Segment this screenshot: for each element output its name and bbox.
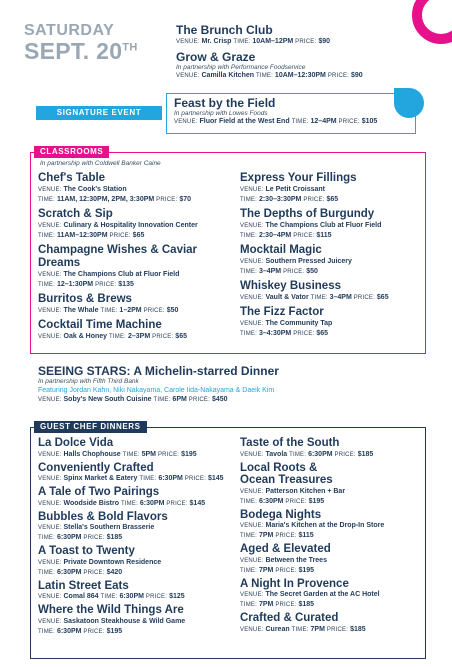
event-title: Where the Wild Things Are <box>38 604 184 616</box>
signature-event-tag: SIGNATURE EVENT <box>36 106 162 120</box>
signature-event-box <box>166 93 416 134</box>
event-chefs-table <box>38 172 238 205</box>
guest-chef-left-column <box>38 437 238 639</box>
event-meta: VENUE: The Whale TIME: 1–2PM PRICE: $50 <box>38 307 179 314</box>
top-events <box>176 23 446 84</box>
event-taste-of-south <box>240 437 426 460</box>
event-time-line: TIME: 7PM PRICE: $115 <box>240 532 314 539</box>
event-venue-line: VENUE: Stella's Southern Brasserie <box>38 524 155 531</box>
event-time-line: TIME: 2:30–3:30PM PRICE: $65 <box>240 196 339 203</box>
event-meta: VENUE: Tavola TIME: 6:30PM PRICE: $185 <box>240 450 374 458</box>
event-express-fillings <box>240 172 426 205</box>
event-cocktail-time-machine <box>38 319 238 342</box>
event-title: Grow & Graze <box>176 50 256 64</box>
event-title: Burritos & Brews <box>38 293 132 305</box>
classrooms-partner: In partnership with Coldwell Banker Caine <box>40 160 161 167</box>
event-time-line: TIME: 6:30PM PRICE: $185 <box>38 534 123 541</box>
event-title: Bodega Nights <box>240 508 322 521</box>
event-title: Chef's Table <box>38 172 106 184</box>
event-venue-line: VENUE: The Champions Club at Fluor Field <box>240 222 382 229</box>
guest-chef-right-column <box>240 437 426 637</box>
event-meta: VENUE: Fluor Field at the West End TIME: 12–4PM PRICE: $105 <box>174 118 378 125</box>
event-champagne-wishes <box>38 244 238 290</box>
event-venue-line: VENUE: Private Downtown Residence <box>38 558 162 566</box>
event-fizz-factor <box>240 306 426 339</box>
event-venue-line: VENUE: Saskatoon Steakhouse & Wild Game <box>38 617 186 625</box>
event-time-line: TIME: 3–4PM PRICE: $50 <box>240 268 318 275</box>
event-venue-line: VENUE: Patterson Kitchen + Bar <box>240 487 346 495</box>
event-partner: In partnership with Performance Foodservice <box>176 64 306 71</box>
event-meta: VENUE: Vault & Vator TIME: 3–4PM PRICE: $65 <box>240 294 389 301</box>
event-brunch-club <box>176 23 446 47</box>
event-time-line: TIME: 11AM–12:30PM PRICE: $65 <box>38 232 145 239</box>
classrooms-left-column <box>38 172 238 345</box>
event-time-line: TIME: 6:30PM PRICE: $195 <box>240 497 325 505</box>
event-tale-two-pairings <box>38 486 238 509</box>
signature-corner-icon <box>394 88 424 118</box>
event-title: Whiskey Business <box>240 280 341 292</box>
event-meta: VENUE: Mr. Crisp TIME: 10AM–12PM PRICE: $90 <box>176 38 331 45</box>
event-latin-street-eats <box>38 580 238 603</box>
event-title: Latin Street Eats <box>38 579 129 592</box>
event-venue-line: VENUE: Le Petit Croissant <box>240 186 326 193</box>
event-title: A Night In Provence <box>240 577 349 590</box>
event-local-roots <box>240 462 426 507</box>
event-bodega-nights <box>240 509 426 542</box>
event-title: The Brunch Club <box>176 23 273 37</box>
event-title: Taste of the South <box>240 437 340 449</box>
event-venue-line: VENUE: Between the Trees <box>240 556 327 564</box>
event-partner: In partnership with Lowes Foods <box>174 110 268 117</box>
event-title: Champagne Wishes & Caviar Dreams <box>38 244 198 269</box>
event-venue-line: VENUE: The Secret Garden at the AC Hotel <box>240 591 380 598</box>
event-time-line: TIME: 6:30PM PRICE: $420 <box>38 568 123 576</box>
event-title: Local Roots & Ocean Treasures <box>240 461 333 486</box>
event-time-line: TIME: 6:30PM PRICE: $195 <box>38 627 123 635</box>
guest-chef-tag: GUEST CHEF DINNERS <box>34 421 147 433</box>
event-time-line: TIME: 12–1:30PM PRICE: $135 <box>38 281 134 288</box>
day-header <box>24 22 174 65</box>
event-time-line: TIME: 7PM PRICE: $185 <box>240 601 315 608</box>
event-title: La Dolce Vida <box>38 437 114 449</box>
event-title: Conveniently Crafted <box>38 461 154 474</box>
event-mocktail-magic <box>240 244 426 277</box>
event-meta: VENUE: Halls Chophouse TIME: 5PM PRICE: $195 <box>38 450 197 458</box>
event-venue-line: VENUE: The Champions Club at Fluor Field <box>38 271 180 278</box>
event-title: The Depths of Burgundy <box>240 208 375 220</box>
event-depths-burgundy <box>240 208 426 241</box>
event-la-dolce-vida <box>38 437 238 460</box>
event-night-in-provence <box>240 578 426 611</box>
event-title: SEEING STARS: A Michelin-starred Dinner <box>38 364 279 378</box>
event-time-line: TIME: 3–4:30PM PRICE: $65 <box>240 330 329 337</box>
event-venue-line: VENUE: The Community Tap <box>240 320 333 327</box>
event-title: A Tale of Two Pairings <box>38 486 160 498</box>
event-title: Aged & Elevated <box>240 543 331 555</box>
event-meta: VENUE: Woodside Bistro TIME: 6:30PM PRICE: $145 <box>38 499 206 507</box>
event-grow-graze <box>176 50 446 81</box>
event-meta: VENUE: Comal 864 TIME: 6:30PM PRICE: $125 <box>38 593 185 600</box>
event-time-line: TIME: 7PM PRICE: $195 <box>240 566 315 574</box>
event-title: Express Your Fillings <box>240 172 357 184</box>
event-whiskey-business <box>240 280 426 303</box>
event-title: Scratch & Sip <box>38 208 113 220</box>
event-meta: VENUE: Spinx Market & Eatery TIME: 6:30PM PRICE: $145 <box>38 475 224 482</box>
event-meta: VENUE: Oak & Honey TIME: 2–3PM PRICE: $65 <box>38 333 187 340</box>
event-venue-line: VENUE: The Cook's Station <box>38 186 127 193</box>
day-date: SEPT. 20TH <box>24 38 138 64</box>
event-title: Cocktail Time Machine <box>38 319 162 331</box>
event-where-wild-things <box>38 604 238 637</box>
event-venue-line: VENUE: Culinary & Hospitality Innovation Center <box>38 222 198 229</box>
event-meta: VENUE: Camilla Kitchen TIME: 10AM–12:30PM PRICE: $90 <box>176 72 363 79</box>
event-title: Bubbles & Bold Flavors <box>38 510 168 523</box>
event-toast-to-twenty <box>38 545 238 578</box>
event-title: Crafted & Curated <box>240 612 339 624</box>
event-title: Feast by the Field <box>174 96 276 110</box>
event-aged-elevated <box>240 543 426 576</box>
event-time-line: TIME: 11AM, 12:30PM, 2PM, 3:30PM PRICE: $70 <box>38 196 192 203</box>
event-title: Mocktail Magic <box>240 244 322 256</box>
event-bubbles-bold-flavors <box>38 511 238 544</box>
event-venue-line: VENUE: Maria's Kitchen at the Drop-In Store <box>240 522 385 529</box>
classrooms-right-column <box>240 172 426 342</box>
event-scratch-sip <box>38 208 238 241</box>
event-meta: VENUE: Curean TIME: 7PM PRICE: $185 <box>240 625 366 633</box>
seeing-stars-event <box>38 364 438 405</box>
event-meta: VENUE: Soby's New South Cuisine TIME: 6PM PRICE: $450 <box>38 396 228 403</box>
event-crafted-curated <box>240 612 426 635</box>
event-partner: In partnership with Fifth Third Bank <box>38 378 139 385</box>
event-conveniently-crafted <box>38 462 238 485</box>
event-burritos-brews <box>38 293 238 316</box>
classrooms-tag: CLASSROOMS <box>34 146 109 158</box>
day-of-week: SATURDAY <box>24 22 115 39</box>
event-time-line: TIME: 2:30–4PM PRICE: $115 <box>240 232 332 239</box>
event-venue-line: VENUE: Southern Pressed Juicery <box>240 258 352 265</box>
event-title: The Fizz Factor <box>240 306 324 318</box>
event-featuring: Featuring Jordan Kahn, Niki Nakayama, Carole Iida-Nakayama & Daeik Kim <box>38 387 275 394</box>
event-title: A Toast to Twenty <box>38 545 135 557</box>
